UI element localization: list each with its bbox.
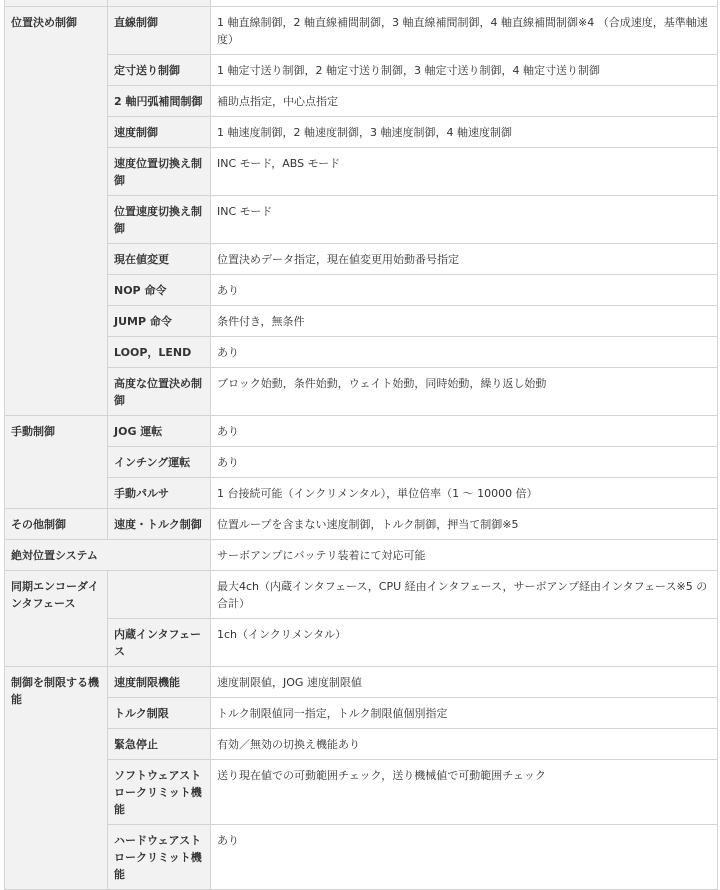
value-cell: あり	[211, 416, 718, 447]
value-cell: 有効／無効の切換え機能あり	[211, 729, 718, 760]
value-cell: 1 軸定寸送り制御，2 軸定寸送り制御，3 軸定寸送り制御，4 軸定寸送り制御	[211, 55, 718, 86]
sub-cell: 内蔵インタフェース	[108, 619, 211, 667]
sub-cell: インチング運転	[108, 447, 211, 478]
value-cell: トルク制限値同一指定，トルク制限値個別指定	[211, 698, 718, 729]
sub-cell: 速度位置切換え制御	[108, 148, 211, 196]
table-row	[5, 196, 718, 244]
table-row	[5, 571, 718, 619]
table-row	[5, 7, 718, 55]
value-cell: 条件付き，無条件	[211, 306, 718, 337]
sub-cell: 手動パルサ	[108, 478, 211, 509]
value-cell: 最大4ch（内蔵インタフェース，CPU 経由インタフェース，サーボアンプ経由インタフェース※5 の合計）	[211, 571, 718, 619]
value-cell: 送り現在値での可動範囲チェック，送り機械値で可動範囲チェック	[211, 760, 718, 825]
sub-cell: NOP 命令	[108, 275, 211, 306]
table-row	[5, 760, 718, 825]
sub-cell: ソフトウェアストロークリミット機能	[108, 760, 211, 825]
value-cell: あり	[211, 447, 718, 478]
sub-cell: 緊急停止	[108, 729, 211, 760]
sub-cell: JUMP 命令	[108, 306, 211, 337]
table-row	[5, 619, 718, 667]
value-cell: 1 軸速度制御，2 軸速度制御，3 軸速度制御，4 軸速度制御	[211, 117, 718, 148]
value-cell: ブロック始動，条件始動，ウェイト始動，同時始動，繰り返し始動	[211, 368, 718, 416]
sub-cell: 高度な位置決め制御	[108, 368, 211, 416]
sub-cell: 2 軸円弧補間制御	[108, 86, 211, 117]
sub-cell: 定寸送り制御	[108, 55, 211, 86]
table-row	[5, 416, 718, 447]
sub-cell: 速度・トルク制御	[108, 509, 211, 540]
value-cell: 1 台接続可能（インクリメンタル），単位倍率（1 ～ 10000 倍）	[211, 478, 718, 509]
value-cell: あり	[211, 337, 718, 368]
table-row	[5, 478, 718, 509]
category-cell-other: その他制御	[5, 509, 108, 540]
value-cell: 位置ループを含まない速度制御，トルク制御，押当て制御※5	[211, 509, 718, 540]
sub-cell: 速度制御	[108, 117, 211, 148]
sub-cell: 直線制御	[108, 7, 211, 55]
value-cell: 1 軸直線制御，2 軸直線補間制御，3 軸直線補間制御，4 軸直線補間制御※4 （合成速度，基準軸速度）	[211, 7, 718, 55]
value-cell: INC モード，ABS モード	[211, 148, 718, 196]
sub-cell: 位置速度切換え制御	[108, 196, 211, 244]
table-row	[5, 148, 718, 196]
value-cell: 1ch（インクリメンタル）	[211, 619, 718, 667]
table-row	[5, 825, 718, 890]
table-row	[5, 667, 718, 698]
table-row	[5, 117, 718, 148]
sub-cell: JOG 運転	[108, 416, 211, 447]
value-cell: あり	[211, 825, 718, 890]
category-cell-limits: 制御を制限する機能	[5, 667, 108, 890]
table-row	[5, 275, 718, 306]
table-row	[5, 368, 718, 416]
table-row	[5, 86, 718, 117]
value-cell: サーボアンプにバッテリ装着にて対応可能	[211, 540, 718, 571]
value-cell: 位置決めデータ指定，現在値変更用始動番号指定	[211, 244, 718, 275]
category-cell-absolute: 絶対位置システム	[5, 540, 211, 571]
value-cell: 補助点指定，中心点指定	[211, 86, 718, 117]
spec-table	[4, 0, 718, 890]
table-row	[5, 729, 718, 760]
table-row	[5, 337, 718, 368]
value-cell: あり	[211, 275, 718, 306]
sub-cell: LOOP，LEND	[108, 337, 211, 368]
sub-cell: 現在値変更	[108, 244, 211, 275]
table-row	[5, 540, 718, 571]
value-cell: 速度制限値，JOG 速度制限値	[211, 667, 718, 698]
table-row	[5, 55, 718, 86]
category-cell-manual: 手動制御	[5, 416, 108, 509]
table-row	[5, 244, 718, 275]
table-row	[5, 306, 718, 337]
table-row	[5, 509, 718, 540]
sub-cell-empty	[108, 571, 211, 619]
category-cell-sync-encoder: 同期エンコーダインタフェース	[5, 571, 108, 667]
value-cell: INC モード	[211, 196, 718, 244]
sub-cell: トルク制限	[108, 698, 211, 729]
category-cell-positioning: 位置決め制御	[5, 7, 108, 416]
table-row	[5, 447, 718, 478]
sub-cell: ハードウェアストロークリミット機能	[108, 825, 211, 890]
table-row	[5, 698, 718, 729]
sub-cell: 速度制限機能	[108, 667, 211, 698]
